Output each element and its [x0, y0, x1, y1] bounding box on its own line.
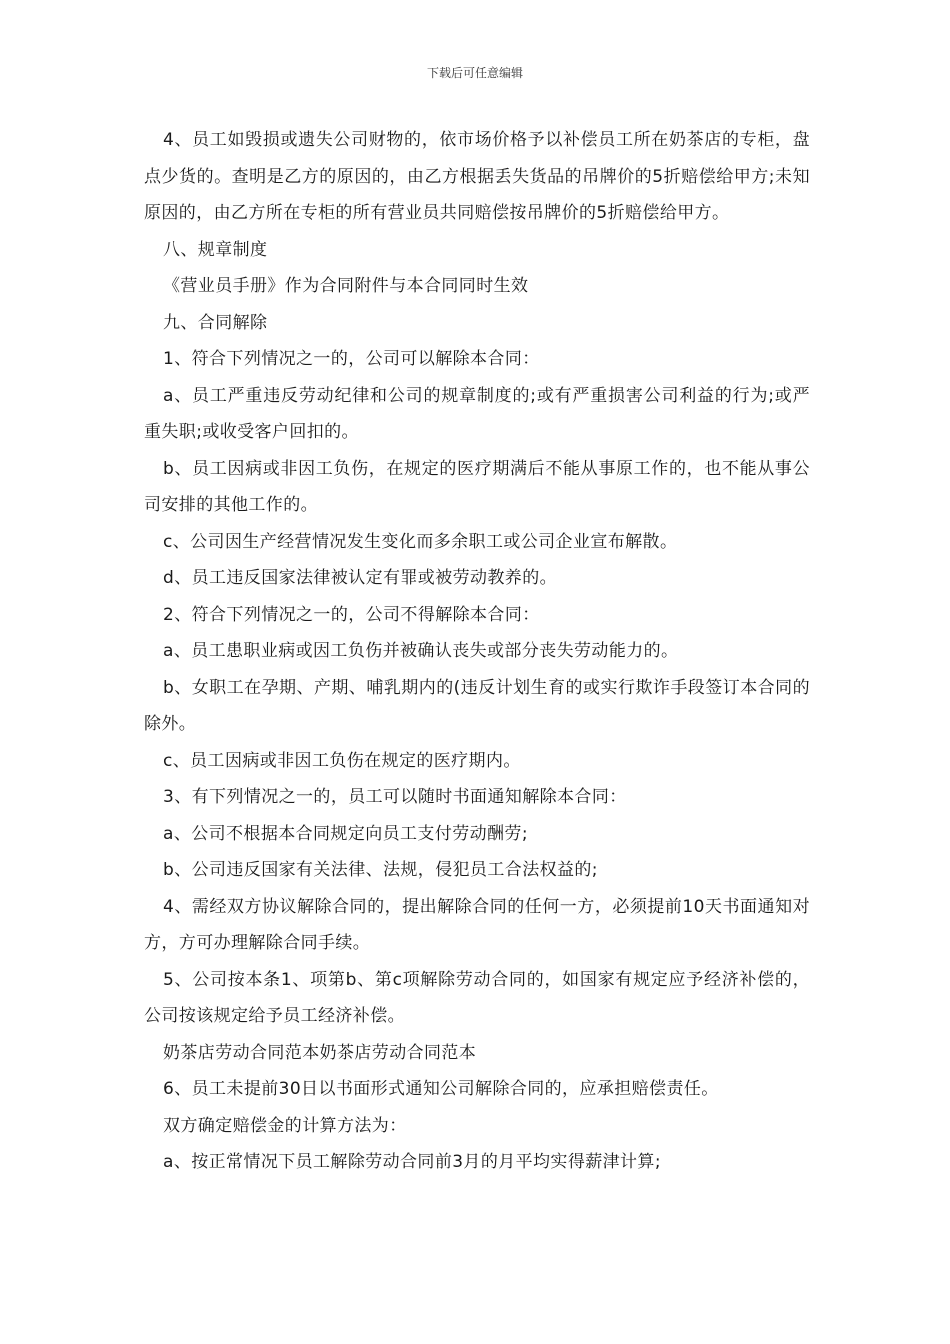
- page-header: 下载后可任意编辑: [426, 66, 523, 80]
- paragraph-handbook: 《营业员手册》作为合同附件与本合同同时生效: [163, 276, 529, 296]
- paragraph-compensation-clause: 4、员工如毁损或遗失公司财物的，依市场价格予以补偿员工所在奶茶店的专柜，盘点少货的。查明是乙方的原因的，由乙方根据丢失货品的吊牌价的5折赔偿给甲方;未知原因的，由乙方所在专柜的所有营业员共同赔偿按吊牌价的5折赔偿给甲方。: [144, 130, 810, 223]
- list-item: a、员工严重违反劳动纪律和公司的规章制度的;或有严重损害公司利益的行为;或严重失职;或收受客户回扣的。: [144, 385, 810, 442]
- paragraph-mutual-termination: 4、需经双方协议解除合同的，提出解除合同的任何一方，必须提前10天书面通知对方，方可办理解除合同手续。: [144, 896, 810, 953]
- paragraph-company-may-not-terminate: 2、符合下列情况之一的，公司不得解除本合同：: [163, 604, 540, 625]
- section-heading-rules: 八、规章制度: [163, 239, 268, 260]
- paragraph-template-title: 奶茶店劳动合同范本奶茶店劳动合同范本: [163, 1042, 477, 1063]
- list-item: c、员工因病或非因工负伤在规定的医疗期内。: [163, 750, 521, 771]
- list-item: b、女职工在孕期、产期、哺乳期内的(违反计划生育的或实行欺诈手段签订本合同的除外。: [144, 677, 810, 734]
- document-body: [144, 122, 810, 1181]
- list-item: c、公司因生产经营情况发生变化而多余职工或公司企业宣布解散。: [163, 531, 678, 552]
- list-item: a、按正常情况下员工解除劳动合同前3月的月平均实得薪津计算;: [163, 1152, 661, 1172]
- paragraph-notice-liability: 6、员工未提前30日以书面形式通知公司解除合同的，应承担赔偿责任。: [163, 1079, 719, 1099]
- paragraph-company-may-terminate: 1、符合下列情况之一的，公司可以解除本合同：: [163, 349, 540, 369]
- list-item: d、员工违反国家法律被认定有罪或被劳动教养的。: [163, 568, 557, 588]
- list-item: b、公司违反国家有关法律、法规，侵犯员工合法权益的;: [163, 860, 598, 880]
- list-item: a、公司不根据本合同规定向员工支付劳动酬劳;: [163, 823, 528, 844]
- paragraph-employee-may-terminate: 3、有下列情况之一的，员工可以随时书面通知解除本合同：: [163, 787, 627, 807]
- paragraph-economic-compensation: 5、公司按本条1、项第b、第c项解除劳动合同的，如国家有规定应予经济补偿的，公司按该规定给予员工经济补偿。: [144, 969, 810, 1026]
- list-item: b、员工因病或非因工负伤，在规定的医疗期满后不能从事原工作的，也不能从事公司安排的其他工作的。: [144, 458, 810, 515]
- list-item: a、员工患职业病或因工负伤并被确认丧失或部分丧失劳动能力的。: [163, 641, 679, 661]
- paragraph-calculation-method: 双方确定赔偿金的计算方法为：: [163, 1115, 407, 1136]
- section-heading-termination: 九、合同解除: [163, 312, 268, 333]
